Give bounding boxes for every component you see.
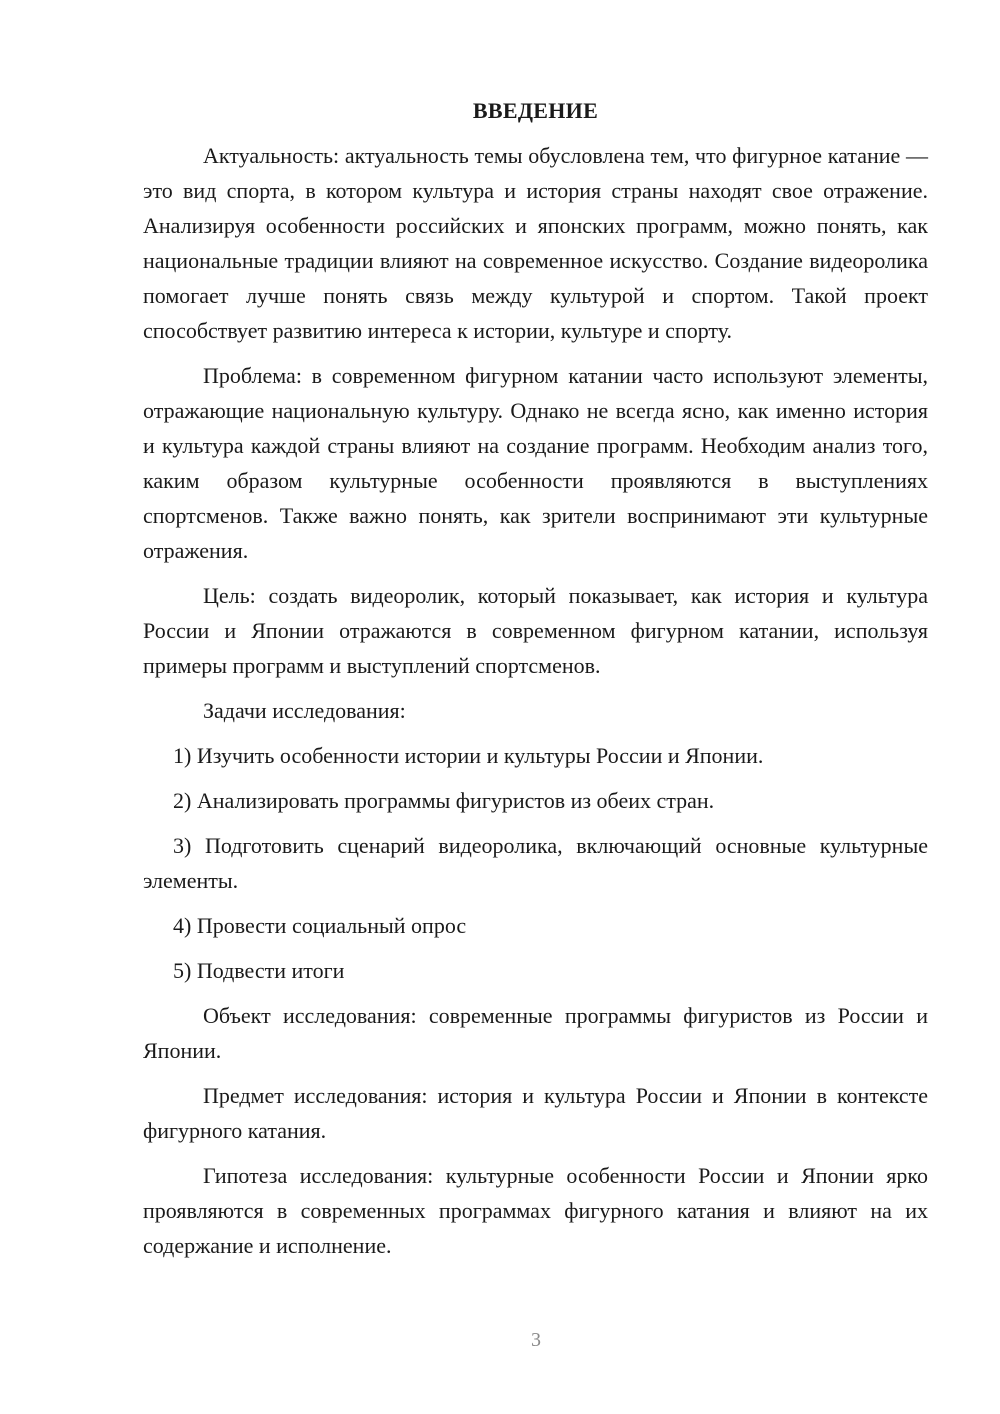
problem-paragraph: Проблема: в современном фигурном катании часто используют элементы, отражающие национальную культуру. Однако не всегда ясно, как именно история и культура каждой страны влияют на создание программ. Необходим анализ того, каким образом культурные особенности проявляются в выступлениях спортсменов. Также важно понять, как зрители воспринимают эти культурные отражения. [143,363,928,563]
subject-paragraph: Предмет исследования: история и культура России и Японии в контексте фигурного катания. [143,1083,928,1143]
object-paragraph: Объект исследования: современные программы фигуристов из России и Японии. [143,1003,928,1063]
task-item: 5) Подвести итоги [173,958,345,983]
relevance-paragraph: Актуальность: актуальность темы обусловлена тем, что фигурное катание — это вид спорта, в котором культура и история страны находят свое отражение. Анализируя особенности российских и японских программ, можно понять, как национальные традиции влияют на современное искусство. Создание видеоролика помогает лучше понять связь между культурой и спортом. Такой проект способствует развитию интереса к истории, культуре и спорту. [143,143,928,343]
page-content [143,93,928,1273]
task-item: 4) Провести социальный опрос [173,913,467,938]
task-item: 3) Подготовить сценарий видеоролика, включающий основные культурные элементы. [143,833,928,893]
hypothesis-paragraph: Гипотеза исследования: культурные особенности России и Японии ярко проявляются в современных программах фигурного катания и влияют на их содержание и исполнение. [143,1163,928,1258]
page-number: 3 [531,1329,541,1351]
task-item: 2) Анализировать программы фигуристов из обеих стран. [173,788,715,813]
section-heading: ВВЕДЕНИЕ [472,98,599,123]
task-item: 1) Изучить особенности истории и культуры России и Японии. [173,743,764,768]
goal-paragraph: Цель: создать видеоролик, который показывает, как история и культура России и Японии отражаются в современном фигурном катании, используя примеры программ и выступлений спортсменов. [143,583,928,678]
tasks-title: Задачи исследования: [203,698,406,723]
tasks-list [143,738,928,988]
